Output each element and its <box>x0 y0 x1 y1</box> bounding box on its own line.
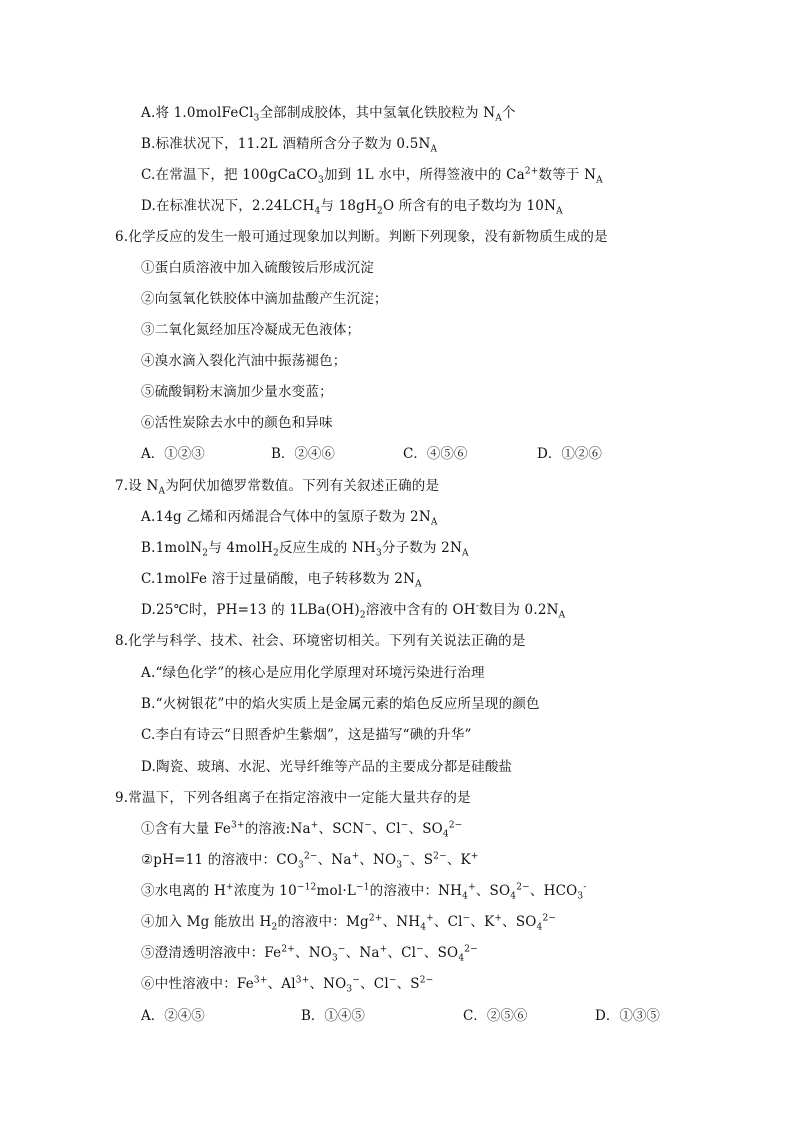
q6-choice-b: B．②④⑥ <box>271 446 335 462</box>
q9-choice-a: A．②④⑤ <box>141 1008 205 1024</box>
q6-stem: 6.化学反应的发生一般可通过现象加以判断。判断下列现象，没有新物质生成的是 <box>115 229 608 245</box>
q9-choice-c: C．②⑤⑥ <box>463 1008 528 1024</box>
q5-option-d: D.在标准状况下，$2.24LCH_4$与 $18gH_2O$ 所含有的电子数均为 $10N_A$ <box>141 198 563 217</box>
q9-item-3: ③水电离的 H+浓度为 $10^{-12}mol\cdot L^{-1}$的溶液中：$NH_4^+$、$SO_4^{2-}$、$HCO_3^-$ <box>141 882 587 902</box>
q7-option-d: D.25℃时，PH=13 的 $1LBa(OH)_2$溶液中含有的 OH-数目为 $0.2N_A$ <box>141 601 566 621</box>
q7-option-c: C.1molFe 溶于过量硝酸，电子转移数为 $2N_A$ <box>141 571 422 590</box>
q6-item-3: ③二氧化氮经加压冷凝成无色液体； <box>141 322 361 338</box>
q6-item-4: ④溴水滴入裂化汽油中振荡褪色； <box>141 353 347 369</box>
q7-option-a: A.14g 乙烯和丙烯混合气体中的氢原子数为 $2N_A$ <box>141 509 438 528</box>
q5-option-a: A.将 1.0molFeCl$_3$全部制成胶体，其中氢氧化铁胶粒为 $N_A$个 <box>141 105 516 124</box>
q8-option-a: A.“绿色化学”的核心是应用化学原理对环境污染进行治理 <box>141 665 485 681</box>
q9-choices <box>141 1006 661 1026</box>
q9-item-6: ⑥中性溶液中：$Fe^{3+}$、$Al^{3+}$、$NO_3^-$、Cl−、$S^{2-}$ <box>141 975 434 995</box>
q9-item-4: ④加入 Mg 能放出 $H_2$的溶液中：$Mg^{2+}$、$NH_4^+$、Cl−、K+、$SO_4^{2-}$ <box>141 913 557 933</box>
q7-option-b: B.1molN$_2$与 4molH$_2$反应生成的 $NH_3$分子数为 $2N_A$ <box>141 540 469 559</box>
q9-choice-d: D．①③⑤ <box>595 1008 660 1024</box>
q5-option-b: B.标准状况下，11.2L 酒精所含分子数为 $0.5N_A$ <box>141 136 438 155</box>
q9-stem: 9.常温下，下列各组离子在指定溶液中一定能大量共存的是 <box>115 790 471 806</box>
q8-option-c: C.李白有诗云“日照香炉生紫烟”，这是描写“碘的升华” <box>141 727 472 743</box>
q6-item-5: ⑤硫酸铜粉末滴加少量水变蓝； <box>141 384 333 400</box>
q6-item-6: ⑥活性炭除去水中的颜色和异味 <box>141 415 333 431</box>
q8-stem: 8.化学与科学、技术、社会、环境密切相关。下列有关说法正确的是 <box>115 633 526 649</box>
q6-choice-c: C．④⑤⑥ <box>403 446 468 462</box>
q6-item-1: ①蛋白质溶液中加入硫酸铵后形成沉淀 <box>141 260 374 276</box>
q9-item-5: ⑤澄清透明溶液中：$Fe^{2+}$、$NO_3^-$、Na+、Cl−、$SO_4^{2-}$ <box>141 944 478 964</box>
q9-choice-b: B．①④⑤ <box>301 1008 365 1024</box>
q5-option-c: C.在常温下，把 100gCaCO$_3$加到 1L 水中，所得签液中的 $Ca^{2+}$数等于 $N_A$ <box>141 166 603 186</box>
q6-choices <box>141 444 661 464</box>
q9-item-2: ②pH=11 的溶液中：$CO_3^{2-}$、Na+、$NO_3^-$、$S^{2-}$、K+ <box>141 851 479 871</box>
q6-choice-a: A．①②③ <box>141 446 205 462</box>
q7-stem: 7.设 $N_A$为阿伏加德罗常数值。下列有关叙述正确的是 <box>115 478 440 497</box>
q9-item-1: ①含有大量 $Fe^{3+}$的溶液:Na+、SCN−、Cl−、$SO_4^{2-}$ <box>141 820 463 840</box>
q8-option-b: B.“火树银花”中的焰火实质上是金属元素的焰色反应所呈现的颜色 <box>141 696 540 712</box>
q6-item-2: ②向氢氧化铁胶体中滴加盐酸产生沉淀； <box>141 291 388 307</box>
q8-option-d: D.陶瓷、玻璃、水泥、光导纤维等产品的主要成分都是硅酸盐 <box>141 759 513 775</box>
q6-choice-d: D．①②⑥ <box>537 446 602 462</box>
